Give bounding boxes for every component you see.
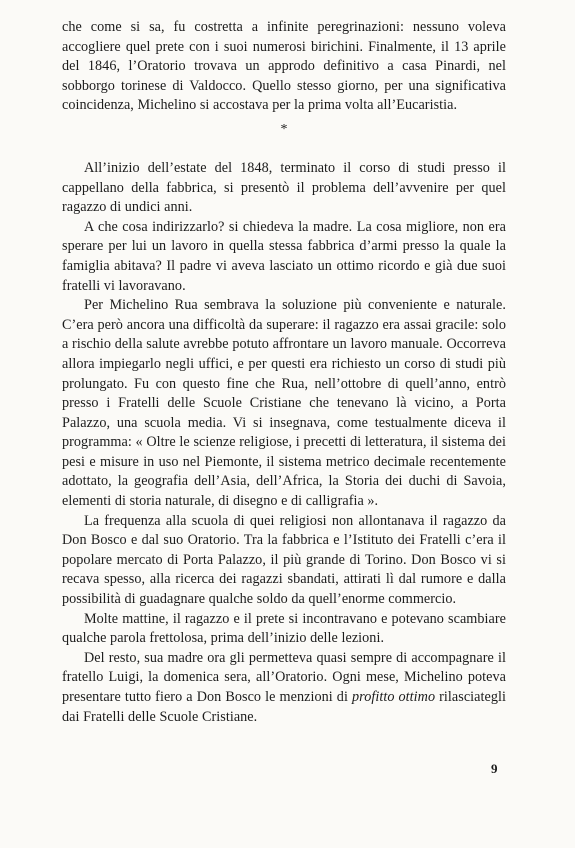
paragraph-5: La frequenza alla scuola di quei religiosi non allontanava il ragazzo da Don Bosco e dal suo Oratorio. Tra la fabbrica e l’Istituto dei Fratelli c’era il popolare mercato di Porta Palazzo, il più grande di Torino. Don Bosco vi si recava spesso, alla ricerca dei ragazzi sbandati, attirati lì dal rumore e dalla possibilità di guadagnare qualche soldo da quell’enorme commercio. bbox=[62, 512, 506, 608]
section-separator: * bbox=[280, 121, 288, 137]
paragraph-6: Molte mattine, il ragazzo e il prete si incontravano e potevano scambiare qualche parola frettolosa, prima dell’inizio delle lezioni. bbox=[62, 610, 506, 647]
paragraph-7-text-a: Del resto, sua madre ora gli permetteva quasi sempre di accompagnare il fratello Luigi, la domenica sera, all’Oratorio. Ogni mese, Michelino poteva presentare tutto fiero a Don Bosco le menzioni di bbox=[62, 649, 506, 705]
page-number: 9 bbox=[491, 761, 498, 776]
paragraph-7-italic: profitto ottimo bbox=[352, 689, 436, 705]
paragraph-3: A che cosa indirizzarlo? si chiedeva la madre. La cosa migliore, non era sperare per lui un lavoro in quella stessa fabbrica d’armi presso la quale la famiglia abitava? Il padre vi aveva lasciato un ottimo ricordo e già due suoi fratelli vi lavoravano. bbox=[62, 218, 506, 294]
page-body bbox=[62, 18, 506, 727]
paragraph-7-text-b: rilasciategli dai Fratelli delle Scuole Cristiane. bbox=[62, 689, 506, 725]
paragraph-2: All’inizio dell’estate del 1848, terminato il corso di studi presso il cappellano della fabbrica, si presentò il problema dell’avvenire per quel ragazzo di undici anni. bbox=[62, 159, 506, 216]
paragraph-7 bbox=[62, 649, 506, 727]
paragraph-1: che come si sa, fu costretta a infinite peregrinazioni: nessuno voleva accogliere quel prete con i suoi numerosi birichini. Finalmente, il 13 aprile del 1846, l’Oratorio trovava un approdo definitivo a casa Pinardi, nel sobborgo torinese di Valdocco. Quello stesso giorno, per una significativa coincidenza, Michelino si accostava per la prima volta all’Eucaristia. bbox=[62, 19, 506, 114]
paragraph-4: Per Michelino Rua sembrava la soluzione più conveniente e naturale. C’era però ancora una difficoltà da superare: il ragazzo era assai gracile: solo a rischio della salute avrebbe potuto affrontare un lavoro manuale. Occorreva allora impiegarlo negli uffici, e per questi era richiesto un corso di studi più prolungato. Fu con questo fine che Rua, nell’ottobre di quell’anno, entrò presso i Fratelli delle Scuole Cristiane che tenevano là vicino, a Porta Palazzo, una scuola media. Vi si insegnava, come testualmente diceva il programma: « Oltre le scienze religiose, i precetti di letteratura, il sistema dei pesi e misure in uso nel Piemonte, il sistema metrico decimale recentemente adottato, la geografia dell’Asia, dell’Africa, la Storia dei duchi di Savoia, elementi di storia naturale, di disegno e di calligrafia ». bbox=[62, 297, 506, 510]
